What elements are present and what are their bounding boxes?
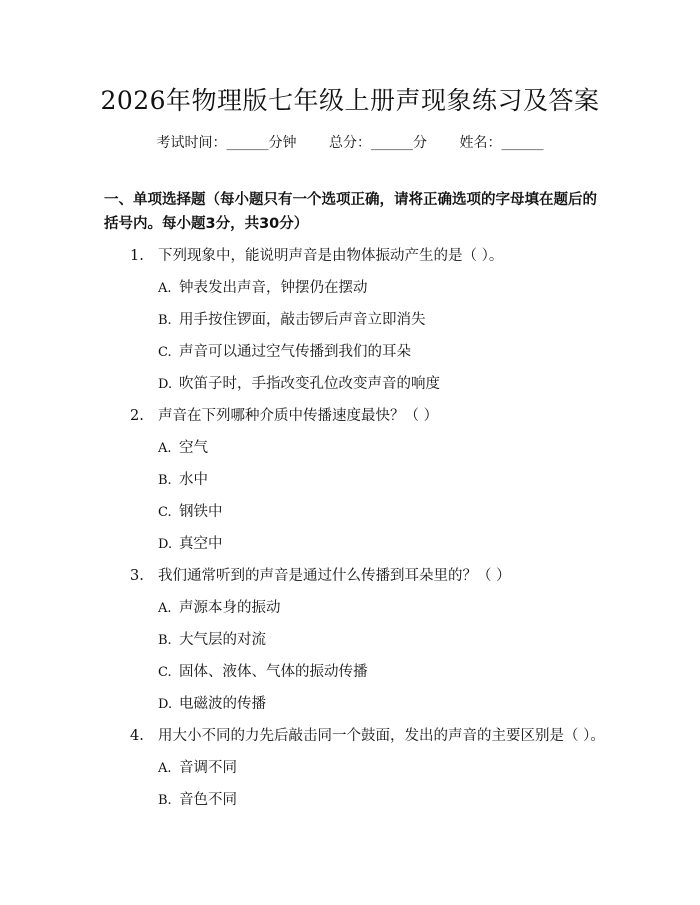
question-text: 我们通常听到的声音是通过什么传播到耳朵里的？（ ） bbox=[158, 568, 511, 584]
question-number: 4. bbox=[130, 728, 144, 744]
option-letter: A. bbox=[158, 441, 172, 456]
section-heading: 一、单项选择题（每小题只有一个选项正确，请将正确选项的字母填在题后的括号内。每小题3分，共30分） bbox=[104, 192, 597, 232]
question-3-option-b bbox=[158, 628, 266, 649]
option-letter: B. bbox=[158, 793, 172, 808]
question-1-option-a bbox=[158, 276, 368, 297]
option-text: 空气 bbox=[179, 440, 208, 456]
option-text: 电磁波的传播 bbox=[179, 696, 266, 712]
option-text: 钟表发出声音，钟摆仍在摆动 bbox=[179, 280, 368, 296]
question-text: 用大小不同的力先后敲击同一个鼓面，发出的声音的主要区别是（ ）。 bbox=[158, 728, 605, 744]
option-letter: C. bbox=[158, 345, 172, 360]
option-letter: B. bbox=[158, 313, 172, 328]
total-score-field: 总分：______分 bbox=[329, 135, 427, 151]
option-text: 固体、液体、气体的振动传播 bbox=[179, 664, 368, 680]
question-1-option-b bbox=[158, 308, 426, 329]
option-letter: A. bbox=[158, 281, 172, 296]
question-4-option-a bbox=[158, 756, 237, 777]
question-2-option-a bbox=[158, 436, 208, 457]
question-1-option-c bbox=[158, 340, 411, 361]
question-1 bbox=[130, 244, 503, 265]
option-letter: D. bbox=[158, 377, 173, 392]
option-letter: D. bbox=[158, 537, 173, 552]
option-text: 大气层的对流 bbox=[179, 632, 266, 648]
student-name-field: 姓名：______ bbox=[459, 135, 544, 151]
option-text: 用手按住锣面，敲击锣后声音立即消失 bbox=[179, 312, 426, 328]
page-title: 2026年物理版七年级上册声现象练习及答案 bbox=[100, 86, 600, 115]
question-3-option-d bbox=[158, 692, 266, 713]
question-number: 3. bbox=[130, 568, 144, 584]
option-letter: C. bbox=[158, 665, 172, 680]
question-3-option-a bbox=[158, 596, 281, 617]
question-number: 2. bbox=[130, 408, 144, 424]
question-number: 1. bbox=[130, 248, 144, 264]
option-text: 钢铁中 bbox=[179, 504, 223, 520]
exam-meta bbox=[0, 132, 700, 152]
question-1-option-d bbox=[158, 372, 440, 393]
option-text: 真空中 bbox=[179, 536, 223, 552]
option-letter: D. bbox=[158, 697, 173, 712]
question-text: 下列现象中，能说明声音是由物体振动产生的是（ ）。 bbox=[158, 248, 504, 264]
option-text: 音色不同 bbox=[179, 792, 237, 808]
option-text: 音调不同 bbox=[179, 760, 237, 776]
question-2 bbox=[130, 404, 438, 425]
option-text: 水中 bbox=[179, 472, 208, 488]
option-letter: B. bbox=[158, 633, 172, 648]
option-letter: B. bbox=[158, 473, 172, 488]
question-4 bbox=[130, 724, 605, 745]
question-3 bbox=[130, 564, 511, 585]
option-letter: C. bbox=[158, 505, 172, 520]
question-4-option-b bbox=[158, 788, 237, 809]
question-3-option-c bbox=[158, 660, 368, 681]
question-2-option-b bbox=[158, 468, 208, 489]
question-2-option-c bbox=[158, 500, 223, 521]
option-text: 吹笛子时，手指改变孔位改变声音的响度 bbox=[179, 376, 440, 392]
option-letter: A. bbox=[158, 601, 172, 616]
option-text: 声音可以通过空气传播到我们的耳朵 bbox=[179, 344, 411, 360]
exam-time-field: 考试时间：______分钟 bbox=[156, 135, 297, 151]
option-letter: A. bbox=[158, 761, 172, 776]
option-text: 声源本身的振动 bbox=[179, 600, 281, 616]
question-2-option-d bbox=[158, 532, 223, 553]
question-text: 声音在下列哪种介质中传播速度最快？（ ） bbox=[158, 408, 439, 424]
